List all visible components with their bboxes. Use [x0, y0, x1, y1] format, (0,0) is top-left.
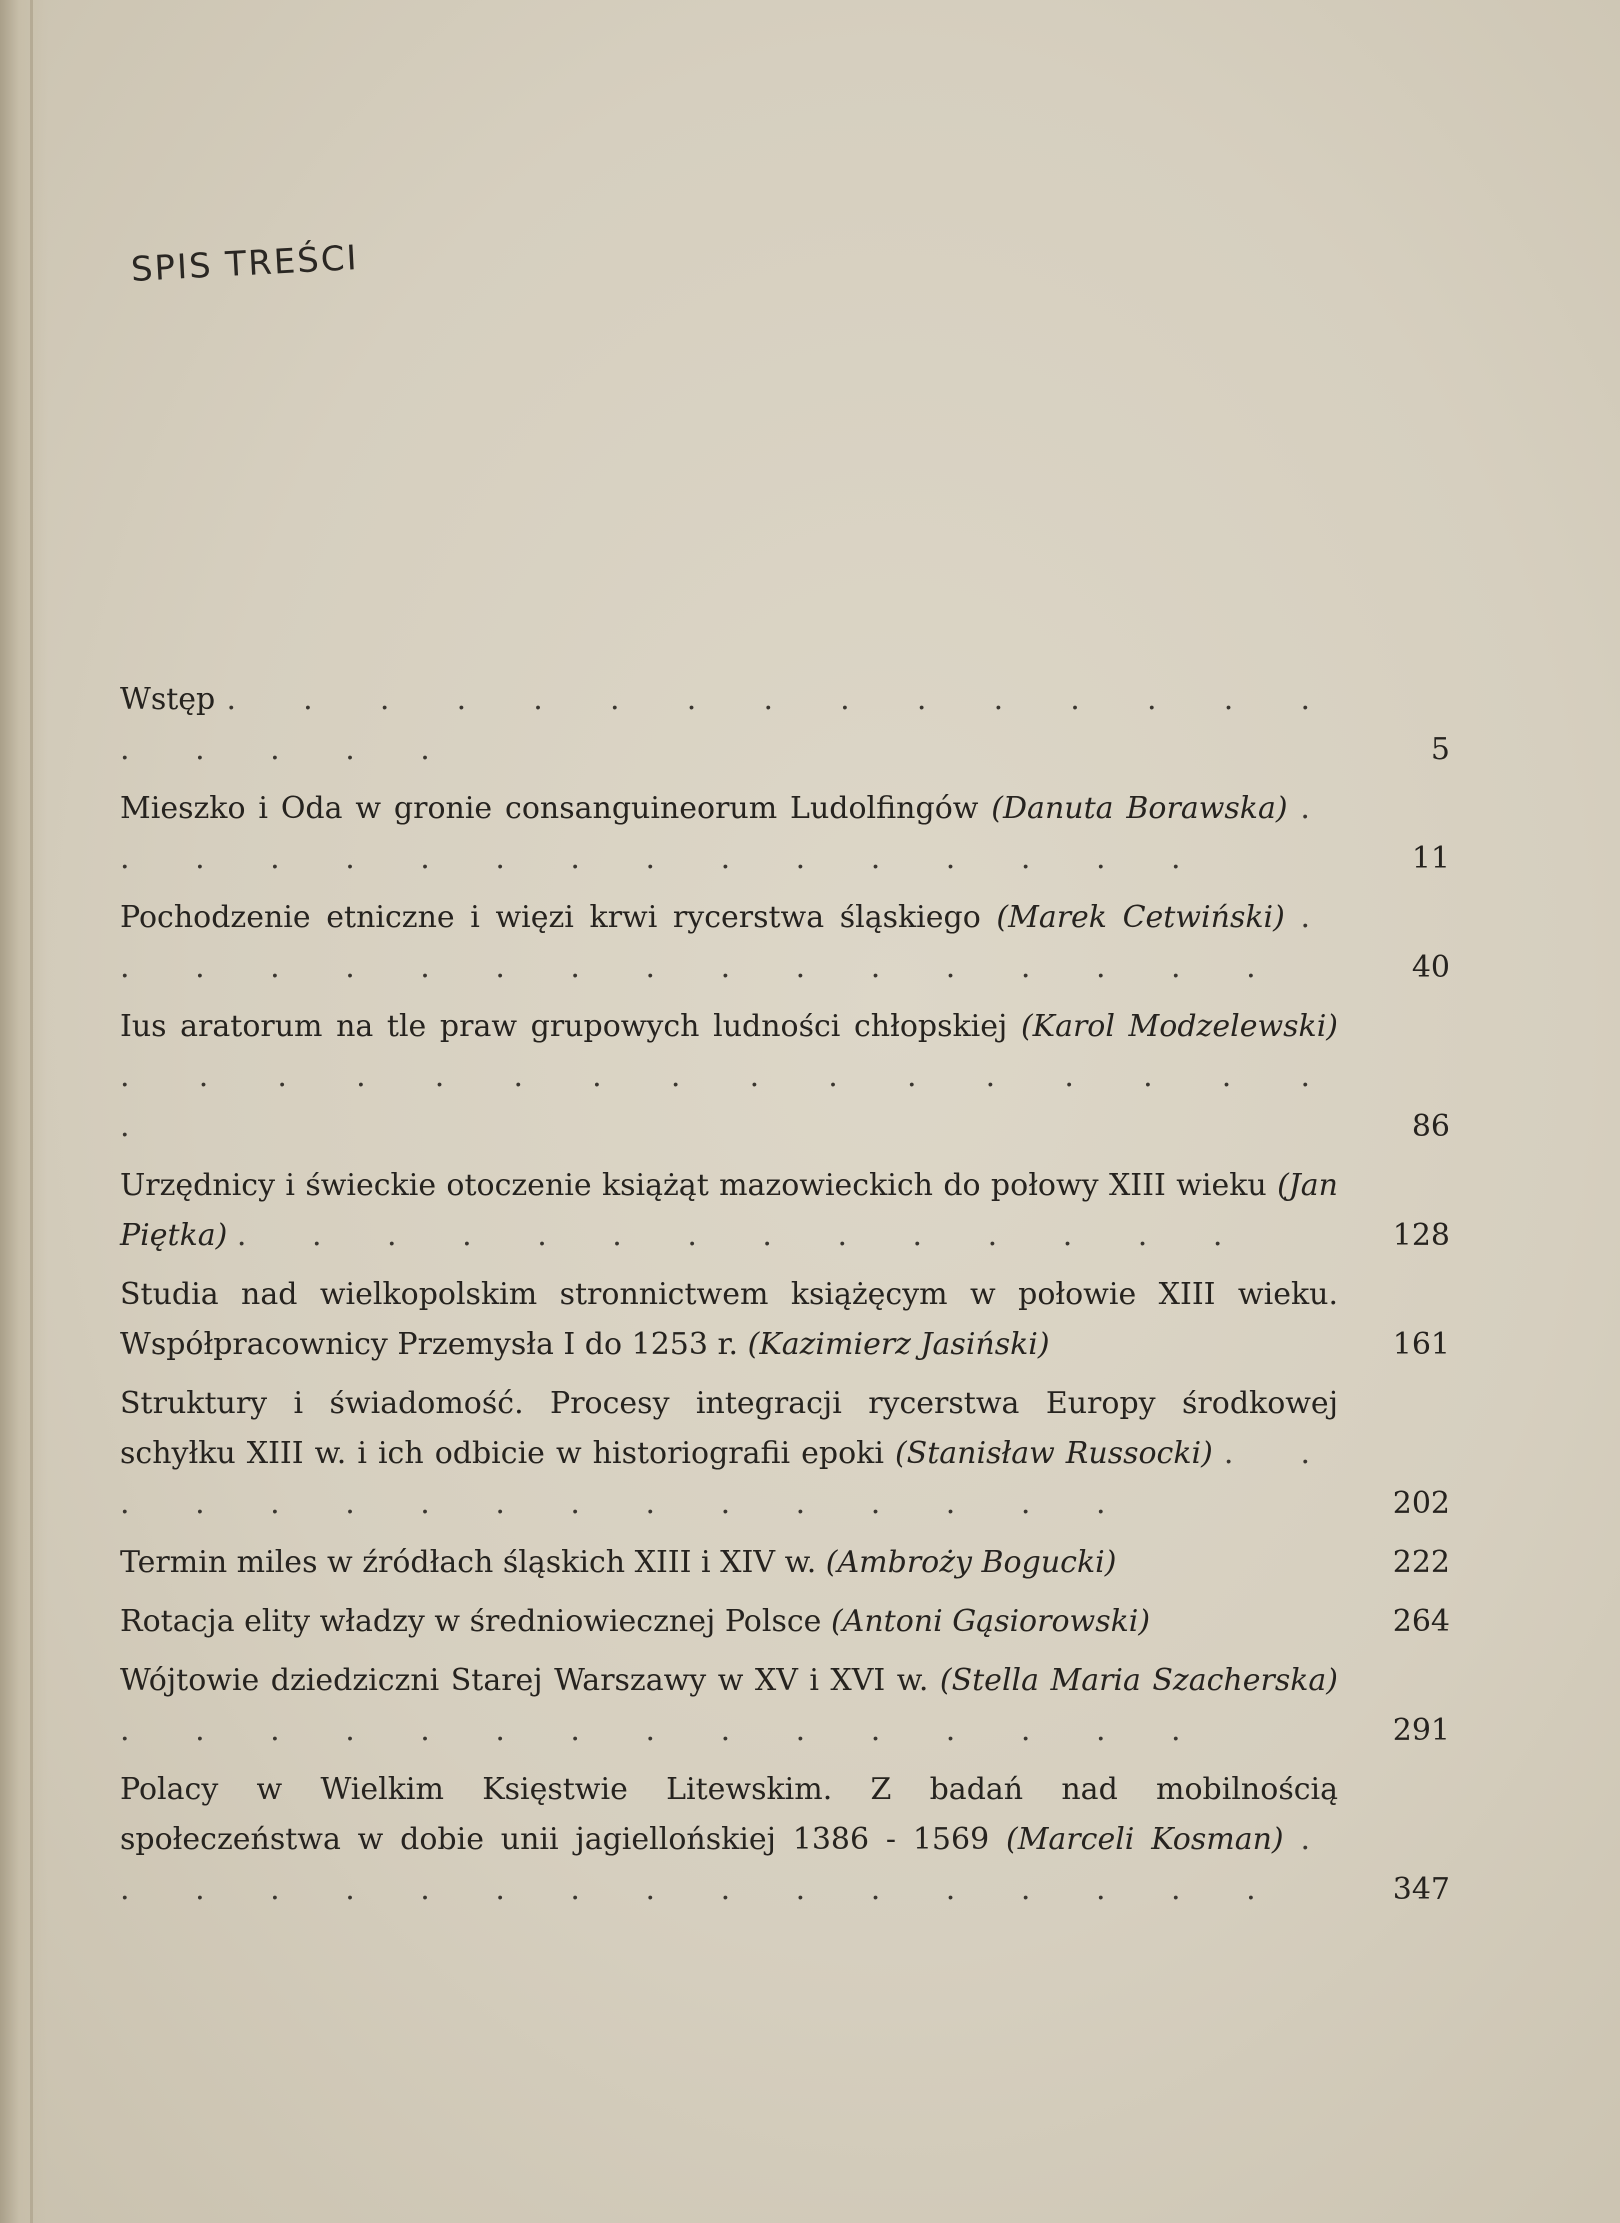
- toc-entry-title: Mieszko i Oda w gronie consanguineorum Ludolfingów: [120, 791, 979, 826]
- dot-leader: . . . . . . . . . . . . . . . .: [120, 1436, 1338, 1521]
- toc-entry-author: (Stanisław Russocki): [894, 1436, 1213, 1471]
- toc-entry-title: Wójtowie dziedziczni Starej Warszawy w XV i XVI w.: [120, 1663, 929, 1698]
- toc-entry-author: (Antoni Gąsiorowski): [830, 1604, 1151, 1639]
- page-title: SPIS TREŚCI: [130, 238, 360, 290]
- toc-entry: [120, 1656, 1450, 1756]
- toc-entry-page: 161: [1392, 1327, 1450, 1362]
- toc-entry-title: Studia nad wielkopolskim stronnictwem książęcym w połowie XIII wieku. Współpracownicy Przemysła I do 1253 r.: [120, 1277, 1338, 1362]
- dot-leader: . . . . . . . . . . . . . . . . . . . .: [120, 682, 1338, 767]
- toc-entry-author: (Danuta Borawska): [991, 791, 1288, 826]
- toc-entry-title: Ius aratorum na tle praw grupowych ludności chłopskiej: [120, 1009, 1008, 1044]
- binding-shadow: [0, 0, 48, 2223]
- toc-entry-page: 202: [1392, 1486, 1450, 1521]
- toc-entry-author: (Kazimierz Jasiński): [747, 1327, 1050, 1362]
- toc-entry: [120, 893, 1450, 993]
- toc-entry-author: (Karol Modzelewski): [1020, 1009, 1338, 1044]
- toc-entry: [120, 675, 1450, 775]
- toc-entry: [120, 1765, 1450, 1915]
- toc-entry-author: (Marek Cetwiński): [996, 900, 1285, 935]
- toc-entry-page: 5: [1430, 732, 1450, 767]
- binding-edge: [30, 0, 33, 2223]
- toc-entry-title: Urzędnicy i świeckie otoczenie książąt mazowieckich do połowy XIII wieku: [120, 1168, 1267, 1203]
- toc-entry-page: 264: [1392, 1604, 1450, 1639]
- toc-entry: [120, 1002, 1450, 1152]
- toc-entry-text: [120, 1161, 1338, 1261]
- dot-leader: . . . . . . . . . . . . . . . . .: [120, 1822, 1338, 1907]
- toc-entry-text: [120, 1597, 1338, 1647]
- toc-entry: [120, 1538, 1450, 1588]
- toc-entry: [120, 784, 1450, 884]
- toc-entry-author: (Marceli Kosman): [1006, 1822, 1284, 1857]
- toc-entry-author: (Ambroży Bogucki): [825, 1545, 1117, 1580]
- toc-entry-text: [120, 1379, 1338, 1529]
- toc-entry-text: [120, 893, 1338, 993]
- toc-entry-title: Rotacja elity władzy w średniowiecznej Polsce: [120, 1604, 822, 1639]
- toc-entry-title: Termin miles w źródłach śląskich XIII i XIV w.: [120, 1545, 817, 1580]
- toc-entry-page: 11: [1411, 841, 1450, 876]
- toc-entry-text: [120, 1765, 1338, 1915]
- toc-entry: [120, 1597, 1450, 1647]
- toc-entry: [120, 1161, 1450, 1261]
- toc-entry-text: [120, 784, 1338, 884]
- dot-leader: . . . . . . . . . . . . . .: [236, 1218, 1251, 1253]
- table-of-contents: [120, 675, 1450, 1924]
- toc-entry-title: Pochodzenie etniczne i więzi krwi rycerstwa śląskiego: [120, 900, 981, 935]
- toc-entry-text: [120, 1270, 1338, 1370]
- toc-entry-title: Polacy w Wielkim Księstwie Litewskim. Z badań nad mobilnością społeczeństwa w dobie unii jagiellońskiej 1386 - 1569: [120, 1772, 1338, 1857]
- toc-entry-page: 347: [1392, 1872, 1450, 1907]
- toc-entry-page: 222: [1392, 1545, 1450, 1580]
- dot-leader: . . . . . . . . . . . . . . . . .: [120, 1059, 1338, 1144]
- toc-entry-title: Struktury i świadomość. Procesy integracji rycerstwa Europy środkowej schyłku XIII w. i ich odbicie w historiografii epoki: [120, 1386, 1338, 1471]
- toc-entry-author: (Stella Maria Szacherska): [939, 1663, 1338, 1698]
- toc-entry-text: [120, 1656, 1338, 1756]
- toc-entry: [120, 1379, 1450, 1529]
- dot-leader: . . . . . . . . . . . . . . . . .: [120, 900, 1338, 985]
- toc-entry-page: 128: [1392, 1218, 1450, 1253]
- toc-entry-author: (Jan Piętka): [120, 1168, 1338, 1253]
- toc-entry-page: 291: [1392, 1713, 1450, 1748]
- toc-entry-text: [120, 1538, 1338, 1588]
- dot-leader: . . . . . . . . . . . . . . .: [120, 1713, 1209, 1748]
- toc-entry-text: [120, 1002, 1338, 1152]
- dot-leader: . . . . . . . . . . . . . . . .: [120, 791, 1338, 876]
- toc-entry-page: 40: [1411, 950, 1450, 985]
- toc-entry-text: [120, 675, 1338, 775]
- toc-entry-page: 86: [1411, 1109, 1450, 1144]
- toc-entry: [120, 1270, 1450, 1370]
- toc-entry-title: Wstęp: [120, 682, 216, 717]
